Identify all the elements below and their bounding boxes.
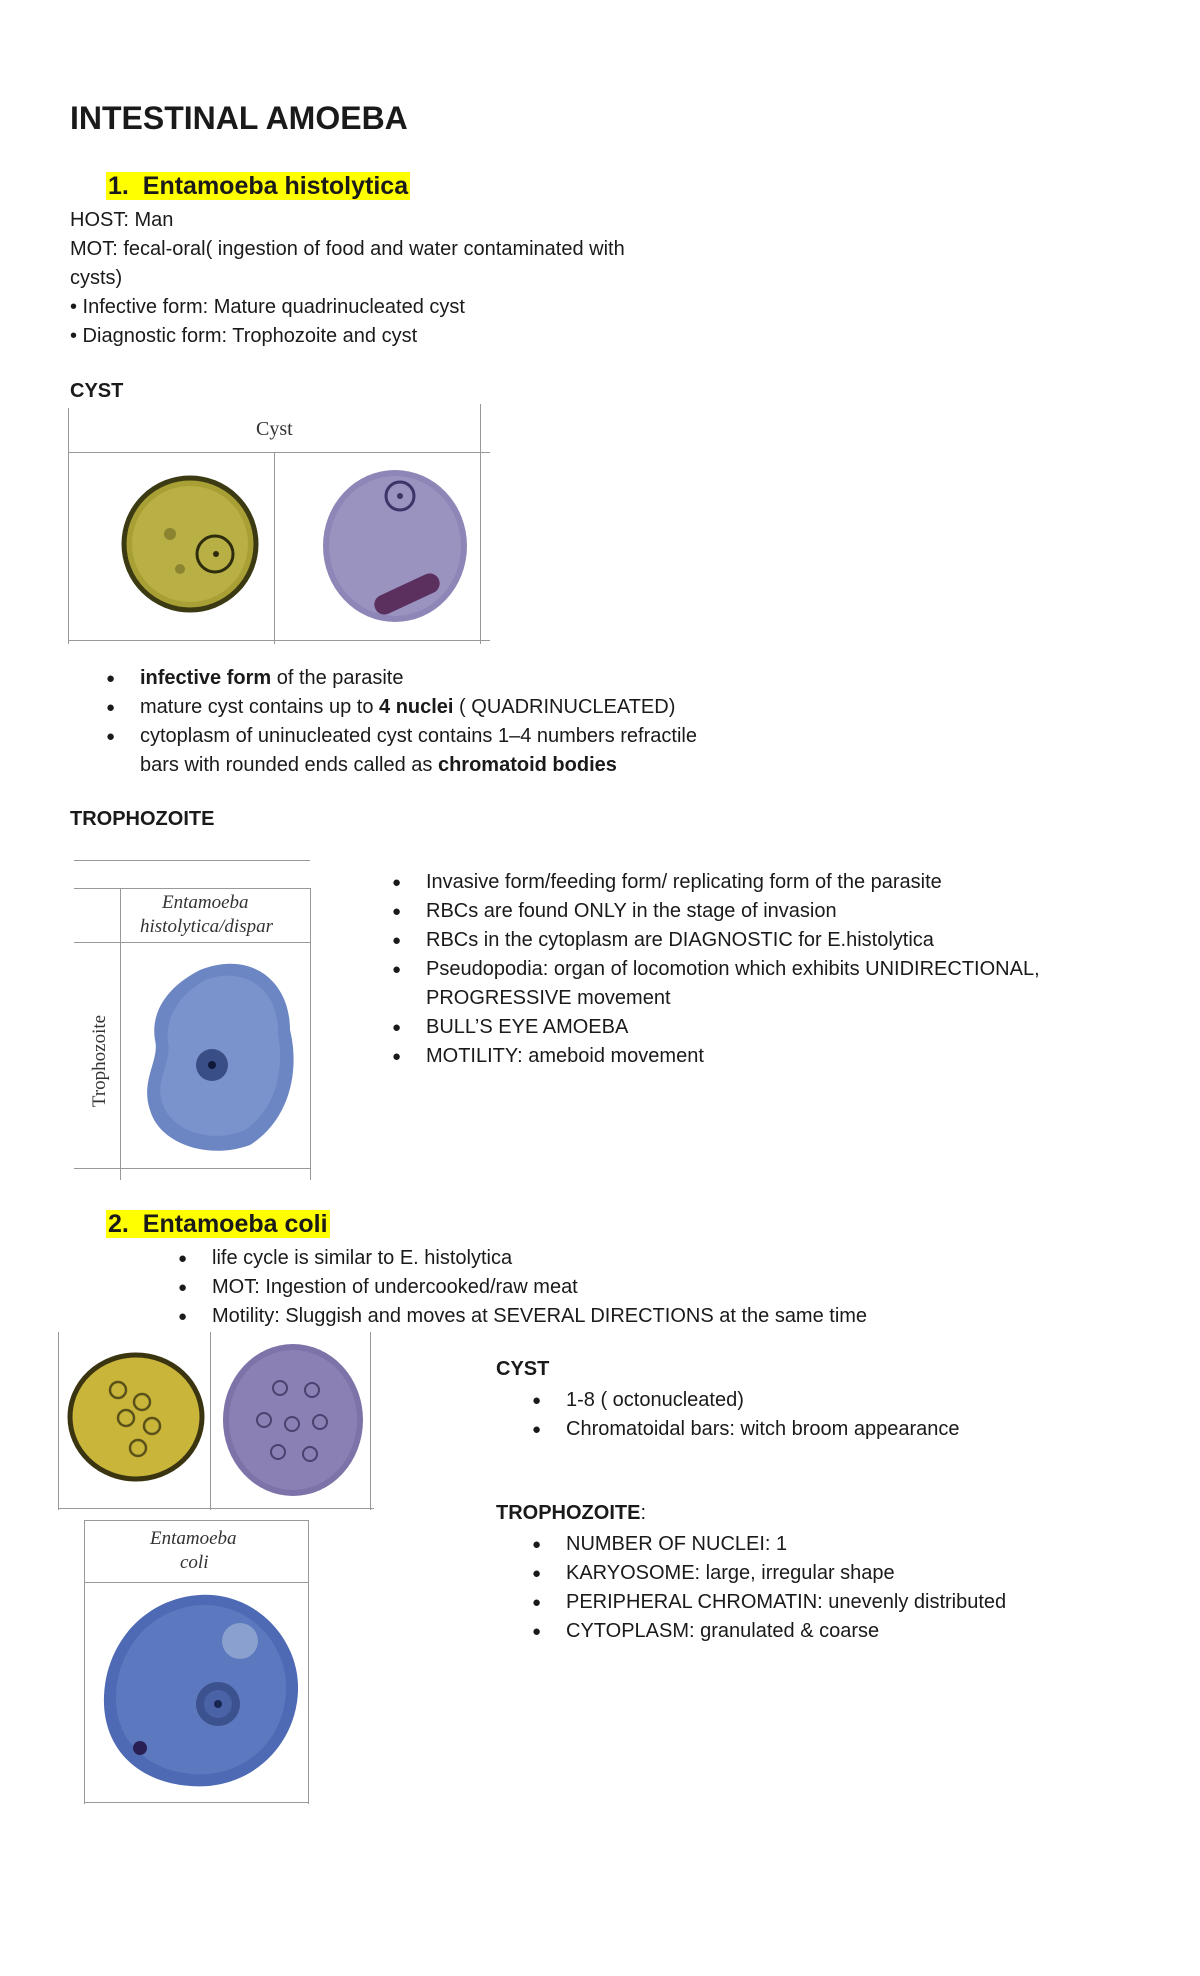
host-line: HOST: Man: [70, 209, 174, 231]
trophozoite-label-1: TROPHOZOITE: [70, 808, 215, 830]
coli-cyst-bullets: [532, 1386, 1152, 1444]
cyst-label-2: CYST: [496, 1358, 550, 1380]
page-title: INTESTINAL AMOEBA: [70, 100, 408, 136]
tropho-bullet-2: ● RBCs are found ONLY in the stage of invasion: [392, 897, 1152, 926]
cyst-bullet-1: ● infective form of the parasite: [106, 664, 826, 693]
mot-line-1: MOT: fecal-oral( ingestion of food and water contaminated with: [70, 238, 625, 260]
coli-cyst-bullet-2: ● Chromatoidal bars: witch broom appearance: [532, 1415, 1152, 1444]
coli-figure-title-1: Entamoeba: [150, 1528, 237, 1549]
coli-purple-cyst-image: [220, 1340, 366, 1500]
section-1-heading: [106, 172, 410, 201]
tropho-figure-title-2: histolytica/dispar: [140, 916, 273, 937]
coli-tropho-bullet-4: ● CYTOPLASM: granulated & coarse: [532, 1617, 1152, 1646]
mot-line-2: cysts): [70, 267, 123, 289]
histolytica-trophozoite-figure: [70, 850, 320, 1180]
purple-cyst-image: [320, 466, 470, 626]
diagnostic-form-line: • Diagnostic form: Trophozoite and cyst: [70, 325, 418, 347]
infective-form-line: • Infective form: Mature quadrinucleated cyst: [70, 296, 465, 318]
coli-bullet-2: ● MOT: Ingestion of undercooked/raw meat: [178, 1273, 1078, 1302]
tropho-figure-title-1: Entamoeba: [162, 892, 249, 913]
section-2-heading: [106, 1210, 330, 1239]
coli-tropho-bullet-2: ● KARYOSOME: large, irregular shape: [532, 1559, 1152, 1588]
coli-bullet-3: ● Motility: Sluggish and moves at SEVERAL DIRECTIONS at the same time: [178, 1302, 1078, 1331]
coli-yellow-cyst-image: [66, 1350, 206, 1485]
trophozoite-label-2: TROPHOZOITE:: [496, 1502, 647, 1524]
cyst-bullets-1: [106, 664, 826, 780]
cyst-bullet-2: ● mature cyst contains up to 4 nuclei ( QUADRINUCLEATED): [106, 693, 826, 722]
coli-figure-title-2: coli: [180, 1552, 209, 1573]
cyst-bullet-3: ● cytoplasm of uninucleated cyst contains 1–4 numbers refractile bars with rounded ends called as chromatoid bodies: [106, 722, 826, 780]
cyst-label-1: CYST: [70, 380, 124, 402]
section-2-title: Entamoeba coli: [142, 1210, 328, 1238]
coli-tropho-bullet-3: ● PERIPHERAL CHROMATIN: unevenly distributed: [532, 1588, 1152, 1617]
yellow-cyst-image: [120, 474, 260, 614]
coli-bullet-1: ● life cycle is similar to E. histolytica: [178, 1244, 1078, 1273]
cyst-figure-caption: Cyst: [256, 418, 293, 440]
section-1-number: 1.: [108, 172, 129, 200]
coli-trophozoite-bullets: [532, 1530, 1152, 1646]
coli-tropho-bullet-1: ● NUMBER OF NUCLEI: 1: [532, 1530, 1152, 1559]
tropho-bullet-4: ● Pseudopodia: organ of locomotion which exhibits UNIDIRECTIONAL, PROGRESSIVE movement: [392, 955, 1152, 1013]
trophozoite-bullets-1: [392, 868, 1152, 1071]
blue-trophozoite-image: [140, 950, 310, 1160]
tropho-figure-side-label: Trophozoite: [89, 1014, 111, 1108]
tropho-bullet-3: ● RBCs in the cytoplasm are DIAGNOSTIC for E.histolytica: [392, 926, 1152, 955]
coli-blue-trophozoite-image: [100, 1586, 308, 1796]
section-2-number: 2.: [108, 1210, 129, 1238]
section-2-bullets: [178, 1244, 1078, 1331]
coli-cyst-figure: [58, 1332, 374, 1512]
section-1-title: Entamoeba histolytica: [142, 172, 409, 200]
section-1-intro: [70, 206, 770, 351]
coli-cyst-bullet-1: ● 1-8 ( octonucleated): [532, 1386, 1152, 1415]
histolytica-cyst-figure: [60, 404, 490, 644]
coli-trophozoite-figure: [80, 1520, 312, 1804]
tropho-bullet-5: ● BULL’S EYE AMOEBA: [392, 1013, 1152, 1042]
tropho-bullet-1: ● Invasive form/feeding form/ replicating form of the parasite: [392, 868, 1152, 897]
tropho-bullet-6: ● MOTILITY: ameboid movement: [392, 1042, 1152, 1071]
